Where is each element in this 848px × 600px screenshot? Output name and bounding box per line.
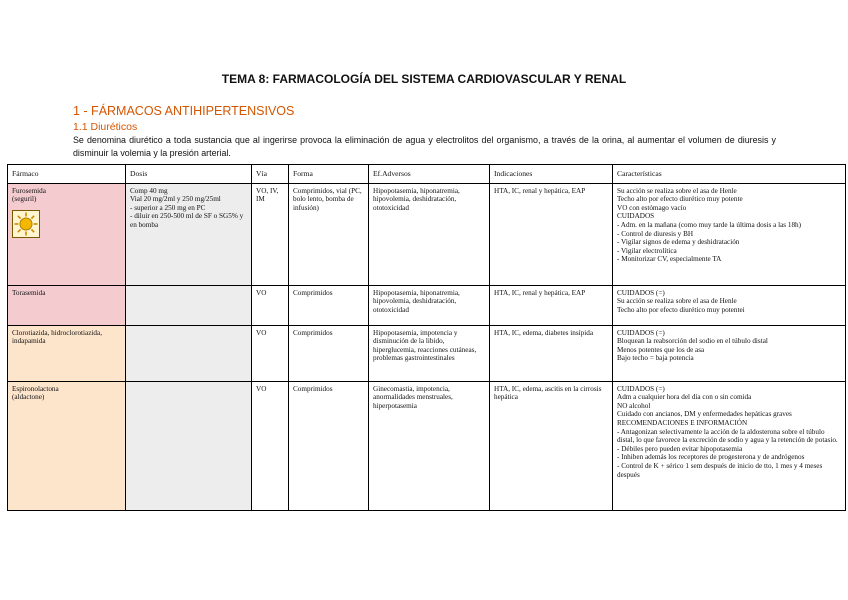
cell-indicaciones: HTA, IC, edema, diabetes insípida [490, 325, 613, 381]
cell-dosis [126, 285, 252, 325]
cell-via: VO [252, 285, 289, 325]
cell-farmaco: Clorotiazida, hidroclorotiazida, indapamida [8, 325, 126, 381]
cell-farmaco [8, 183, 126, 285]
cell-forma: Comprimidos [289, 325, 369, 381]
header-indicaciones: Indicaciones [490, 165, 613, 184]
header-dosis: Dosis [126, 165, 252, 184]
drug-table [7, 164, 846, 511]
cell-via: VO, IV, IM [252, 183, 289, 285]
cell-caracteristicas: CUIDADOS (=) Adm a cualquier hora del día con o sin comida NO alcohol Cuidado con ancianos, DM y enfermedades hepáticas graves RECOMENDACIONES E INFORMACIÓN - Antagonizan selectivamente la acción de la aldosterona sobre el túbulo distal, lo que favorece la excreción de sodio y agua y la retención de potasio. - Débiles pero pueden evitar hipopotasemia - Inhiben además los receptores de progesterona y de andrógenos - Control de K + sérico 1 sem después de inicio de tto, 1 mes y 4 meses después [613, 381, 846, 510]
cell-caracteristicas: CUIDADOS (=) Bloquean la reabsorción del sodio en el túbulo distal Menos potentes que los de asa Bajo techo = baja potencia [613, 325, 846, 381]
cell-efectos-adversos: Ginecomastia, impotencia, anormalidades menstruales, hiperpotasemia [369, 381, 490, 510]
cell-via: VO [252, 381, 289, 510]
cell-farmaco: Torasemida [8, 285, 126, 325]
cell-dosis [126, 325, 252, 381]
cell-caracteristicas: Su acción se realiza sobre el asa de Henle Techo alto por efecto diurético muy potente VO con estómago vacío CUIDADOS - Adm. en la mañana (como muy tarde la última dosis a las 18h) - Control de diuresis y BH - Vigilar signos de edema y deshidratación - Vigilar electrolítica - Monitorizar CV, especialmente TA [613, 183, 846, 285]
header-forma: Forma [289, 165, 369, 184]
drug-name: Furosemida (seguril) [12, 186, 46, 204]
cell-indicaciones: HTA, IC, edema, ascitis en la cirrosis hepática [490, 381, 613, 510]
subsection-heading: 1.1 Diuréticos [73, 121, 138, 133]
section-heading: 1 - FÁRMACOS ANTIHIPERTENSIVOS [73, 104, 295, 118]
cell-indicaciones: HTA, IC, renal y hepática, EAP [490, 285, 613, 325]
cell-dosis: Comp 40 mg Vial 20 mg/2ml y 250 mg/25ml - superior a 250 mg en PC - diluir en 250-500 ml de SF o SG5% y en bomba [126, 183, 252, 285]
cell-farmaco: Espironolactona (aldactone) [8, 381, 126, 510]
cell-efectos-adversos: Hipopotasemia, hiponatremia, hipovolemia, deshidratación, ototoxicidad [369, 183, 490, 285]
header-via: Vía [252, 165, 289, 184]
cell-forma: Comprimidos [289, 381, 369, 510]
document-title: TEMA 8: FARMACOLOGÍA DEL SISTEMA CARDIOVASCULAR Y RENAL [221, 72, 627, 86]
intro-paragraph: Se denomina diurético a toda sustancia que al ingerirse provoca la eliminación de agua y electrolitos del organismo, a través de la orina, al aumentar el volumen de diuresis y disminuir la volemia y la presión arterial. [73, 135, 776, 158]
header-farmaco: Fármaco [8, 165, 126, 184]
cell-efectos-adversos: Hipopotasemia, hiponatremia, hipovolemia, deshidratación, ototoxicidad [369, 285, 490, 325]
cell-forma: Comprimidos, vial (PC, bolo lento, bomba de infusión) [289, 183, 369, 285]
header-efectos-adversos: Ef.Adversos [369, 165, 490, 184]
cell-efectos-adversos: Hipopotasemia, impotencia y disminución de la libido, hiperglucemia, reacciones cutáneas, problemas gastrointestinales [369, 325, 490, 381]
cell-indicaciones: HTA, IC, renal y hepática, EAP [490, 183, 613, 285]
sun-icon [12, 210, 40, 238]
table-header-row [8, 165, 846, 184]
table-row [8, 183, 846, 285]
cell-forma: Comprimidos [289, 285, 369, 325]
table-row [8, 285, 846, 325]
table-row [8, 325, 846, 381]
cell-caracteristicas: CUIDADOS (=) Su acción se realiza sobre el asa de Henle Techo alto por efecto diurético muy potentei [613, 285, 846, 325]
table-row [8, 381, 846, 510]
cell-via: VO [252, 325, 289, 381]
cell-dosis [126, 381, 252, 510]
header-caracteristicas: Características [613, 165, 846, 184]
